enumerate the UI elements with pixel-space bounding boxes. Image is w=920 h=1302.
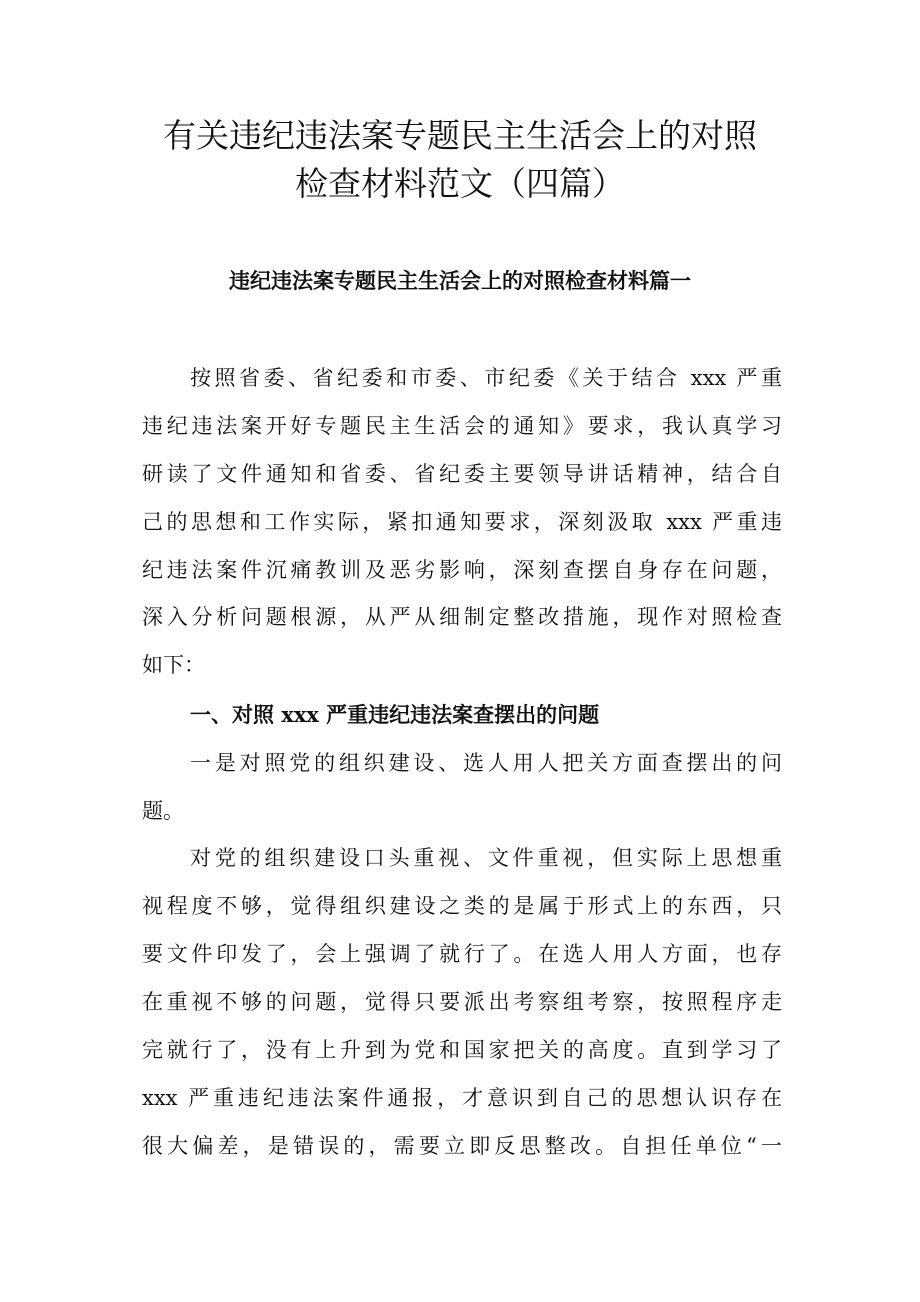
paragraph-line: 题。 (142, 799, 184, 823)
section-heading: 违纪违法案专题民主生活会上的对照检查材料篇一 (229, 268, 691, 293)
paragraph-line: 要文件印发了，会上强调了就行了。在选人用人方面，也存 (142, 942, 782, 966)
paragraph-line: 研读了文件通知和省委、省纪委主要领导讲话精神，结合自 (142, 462, 782, 486)
paragraph-line: 纪违法案件沉痛教训及恶劣影响，深刻查摆自身存在问题， (142, 558, 782, 582)
paragraph-line: 按照省委、省纪委和市委、市纪委《关于结合 xxx 严重 (190, 366, 782, 390)
paragraph-line: 很大偏差，是错误的，需要立即反思整改。自担任单位“一 (142, 1134, 782, 1158)
document-title-line-1: 有关违纪违法案专题民主生活会上的对照 (163, 116, 757, 155)
paragraph-line: 在重视不够的问题，觉得只要派出考察组考察，按照程序走 (142, 990, 782, 1014)
document-title-line-2: 检查材料范文（四篇） (295, 164, 625, 203)
paragraph-line: 深入分析问题根源，从严从细制定整改措施，现作对照检查 (142, 605, 782, 629)
paragraph-line: 一是对照党的组织建设、选人用人把关方面查摆出的问 (190, 751, 782, 775)
paragraph-line: xxx 严重违纪违法案件通报，才意识到自己的思想认识存在 (142, 1086, 782, 1110)
paragraph-line: 己的思想和工作实际，紧扣通知要求，深刻汲取 xxx 严重违 (142, 510, 782, 534)
paragraph-line: 视程度不够，觉得组织建设之类的是属于形式上的东西，只 (142, 894, 782, 918)
paragraph-line: 违纪违法案开好专题民主生活会的通知》要求，我认真学习 (142, 414, 782, 438)
paragraph-line: 对党的组织建设口头重视、文件重视，但实际上思想重 (190, 846, 782, 870)
paragraph-line: 如下： (142, 653, 205, 677)
subsection-heading: 一、对照 xxx 严重违纪违法案查摆出的问题 (190, 702, 600, 727)
paragraph-line: 完就行了，没有上升到为党和国家把关的高度。直到学习了 (142, 1038, 782, 1062)
